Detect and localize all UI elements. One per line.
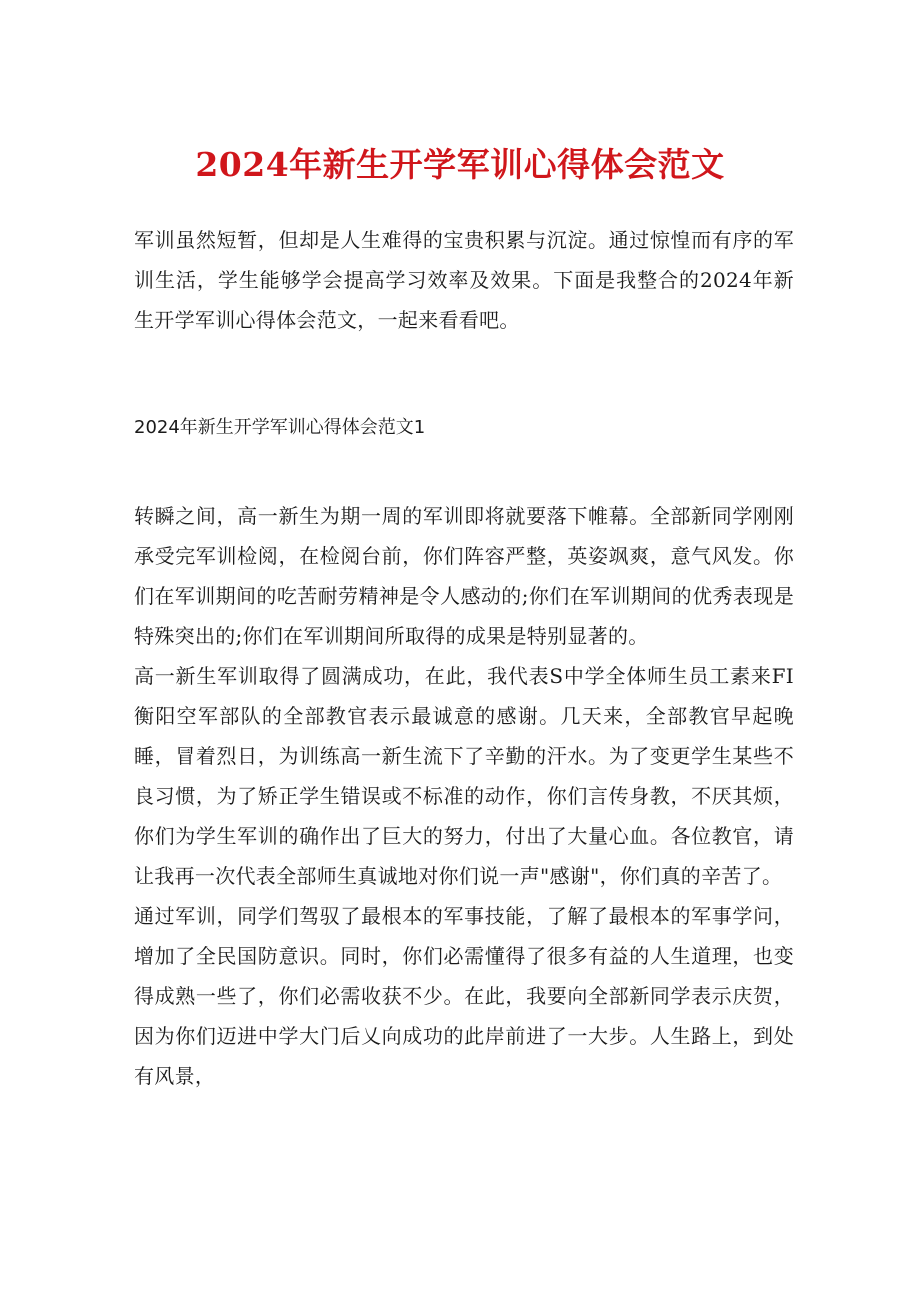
body-paragraph-3: 通过军训，同学们驾驭了最根本的军事技能，了解了最根本的军事学问，增加了全民国防意识。同时，你们必需懂得了很多有益的人生道理，也变得成熟一些了，你们必需收获不少。在此，我要向全部新同学表示庆贺，因为你们迈进中学大门后乂向成功的此岸前进了一大步。人生路上，到处有风景， xyxy=(134,904,794,1088)
intro-paragraph: 军训虽然短暂，但却是人生难得的宝贵积累与沉淀。通过惊惶而有序的军训生活，学生能够学会提高学习效率及效果。下面是我整合的2024年新生开学军训心得体会范文，一起来看看吧。 xyxy=(134,228,794,332)
document-body xyxy=(134,220,794,1096)
document-title: 2024年新生开学军训心得体会范文 xyxy=(195,145,725,184)
body-paragraph-2: 高一新生军训取得了圆满成功，在此，我代表S中学全体师生员工素来FI衡阳空军部队的全部教官表示最诚意的感谢。几天来，全部教官早起晚睡，冒着烈日，为训练高一新生流下了辛勤的汗水。为了变更学生某些不良习惯，为了矫正学生错误或不标准的动作，你们言传身教，不厌其烦，你们为学生军训的确作出了巨大的努力，付出了大量心血。各位教官，请让我再一次代表全部师生真诚地对你们说一声"感谢"，你们真的辛苦了。 xyxy=(134,664,794,888)
body-paragraph-1: 转瞬之间，高一新生为期一周的军训即将就要落下帷幕。全部新同学刚刚承受完军训检阅，在检阅台前，你们阵容严整，英姿飒爽，意气风发。你们在军训期间的吃苦耐劳精神是令人感动的;你们在军训期间的优秀表现是特殊突出的;你们在军训期间所取得的成果是特别显著的。 xyxy=(134,504,794,648)
section-heading: 2024年新生开学军训心得体会范文1 xyxy=(134,417,426,438)
